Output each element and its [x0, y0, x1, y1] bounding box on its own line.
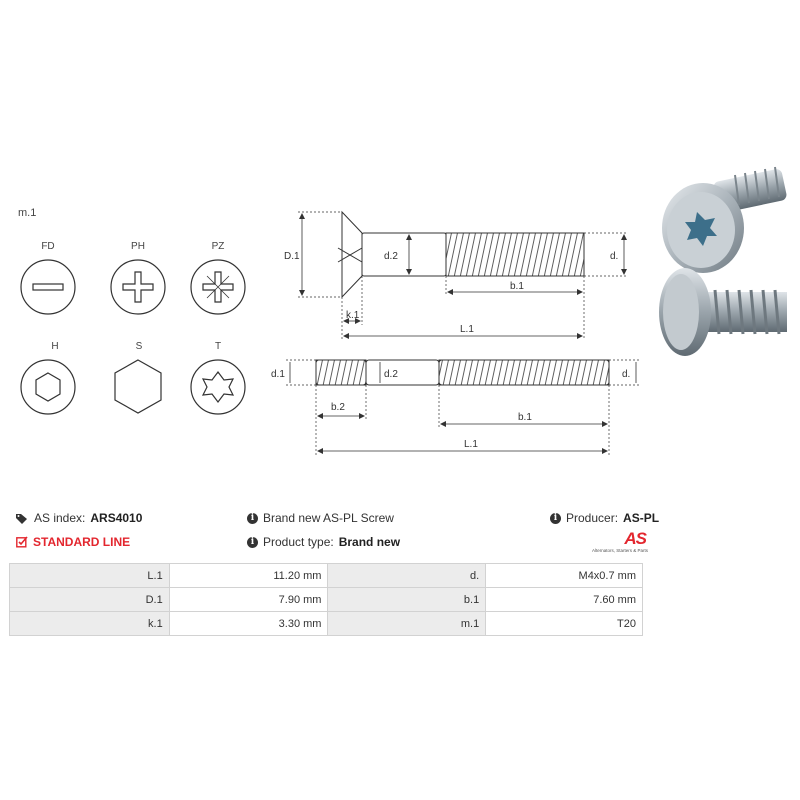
as-index — [16, 511, 142, 525]
spec-label: D.1 — [10, 588, 170, 612]
spec-value: 3.30 mm — [169, 612, 328, 636]
hex-socket-drive-icon — [21, 360, 75, 414]
product-type-value: Brand new — [338, 535, 401, 549]
as-index-value: ARS4010 — [90, 511, 143, 525]
spec-value: 7.60 mm — [486, 588, 643, 612]
tags-icon — [16, 513, 29, 524]
specs-table — [9, 563, 643, 636]
as-pl-logo — [584, 530, 648, 556]
drive-label-s: S — [135, 341, 143, 352]
as-index-label: AS index: — [34, 511, 86, 525]
dim-label-b2: b.2 — [331, 402, 345, 413]
drive-label-t: T — [214, 341, 222, 352]
screw-product-image — [655, 160, 795, 375]
product-type — [247, 535, 400, 549]
producer — [550, 511, 659, 525]
spec-value: 7.90 mm — [169, 588, 328, 612]
producer-value: AS-PL — [623, 511, 660, 525]
flat-drive-icon — [21, 260, 75, 314]
logo-tagline: Alternators, Starters & Parts — [591, 548, 648, 553]
check-square-icon — [16, 536, 28, 548]
dim-label-L1-top: L.1 — [460, 324, 474, 335]
drive-section-label: m.1 — [18, 207, 37, 219]
dim-label-d1: d.1 — [271, 369, 285, 380]
info-icon: i — [550, 513, 561, 524]
spec-label: d. — [328, 564, 486, 588]
drive-label-h: H — [51, 341, 59, 352]
table-row — [10, 612, 643, 636]
spec-value: T20 — [486, 612, 643, 636]
drive-label-fd: FD — [41, 241, 55, 252]
pozidriv-drive-icon — [191, 260, 245, 314]
producer-label: Producer: — [566, 511, 619, 525]
info-icon: i — [247, 513, 258, 524]
spec-label: k.1 — [10, 612, 170, 636]
spec-label: L.1 — [10, 564, 170, 588]
logo-mark: AS — [624, 529, 646, 548]
dim-label-d-top: d. — [610, 251, 619, 262]
dim-label-D1: D.1 — [284, 251, 300, 262]
info-icon: i — [247, 537, 258, 548]
phillips-drive-icon — [111, 260, 165, 314]
drive-label-ph: PH — [131, 241, 145, 252]
dim-label-d-bottom: d. — [622, 369, 631, 380]
spec-label: m.1 — [328, 612, 486, 636]
standard-line — [16, 535, 130, 549]
drive-icons — [0, 250, 260, 420]
dim-label-b1-top: b.1 — [510, 281, 524, 292]
torx-drive-icon — [191, 360, 245, 414]
dim-label-b1-bottom: b.1 — [518, 412, 532, 423]
brand-info — [247, 511, 394, 525]
table-row — [10, 588, 643, 612]
dim-label-d2-bottom: d.2 — [384, 369, 398, 380]
spec-label: b.1 — [328, 588, 486, 612]
dim-label-k1: k.1 — [346, 310, 360, 321]
brand-text: Brand new AS-PL Screw — [263, 511, 394, 525]
dim-label-L1-bottom: L.1 — [464, 439, 478, 450]
screw-dimension-diagram — [270, 200, 650, 460]
drive-label-pz: PZ — [211, 241, 225, 252]
spec-value: M4x0.7 mm — [486, 564, 643, 588]
dim-label-d2-top: d.2 — [384, 251, 398, 262]
product-type-label: Product type: — [263, 535, 334, 549]
standard-line-label: STANDARD LINE — [33, 535, 131, 549]
hex-head-icon — [115, 360, 161, 413]
table-row — [10, 564, 643, 588]
spec-value: 11.20 mm — [169, 564, 328, 588]
